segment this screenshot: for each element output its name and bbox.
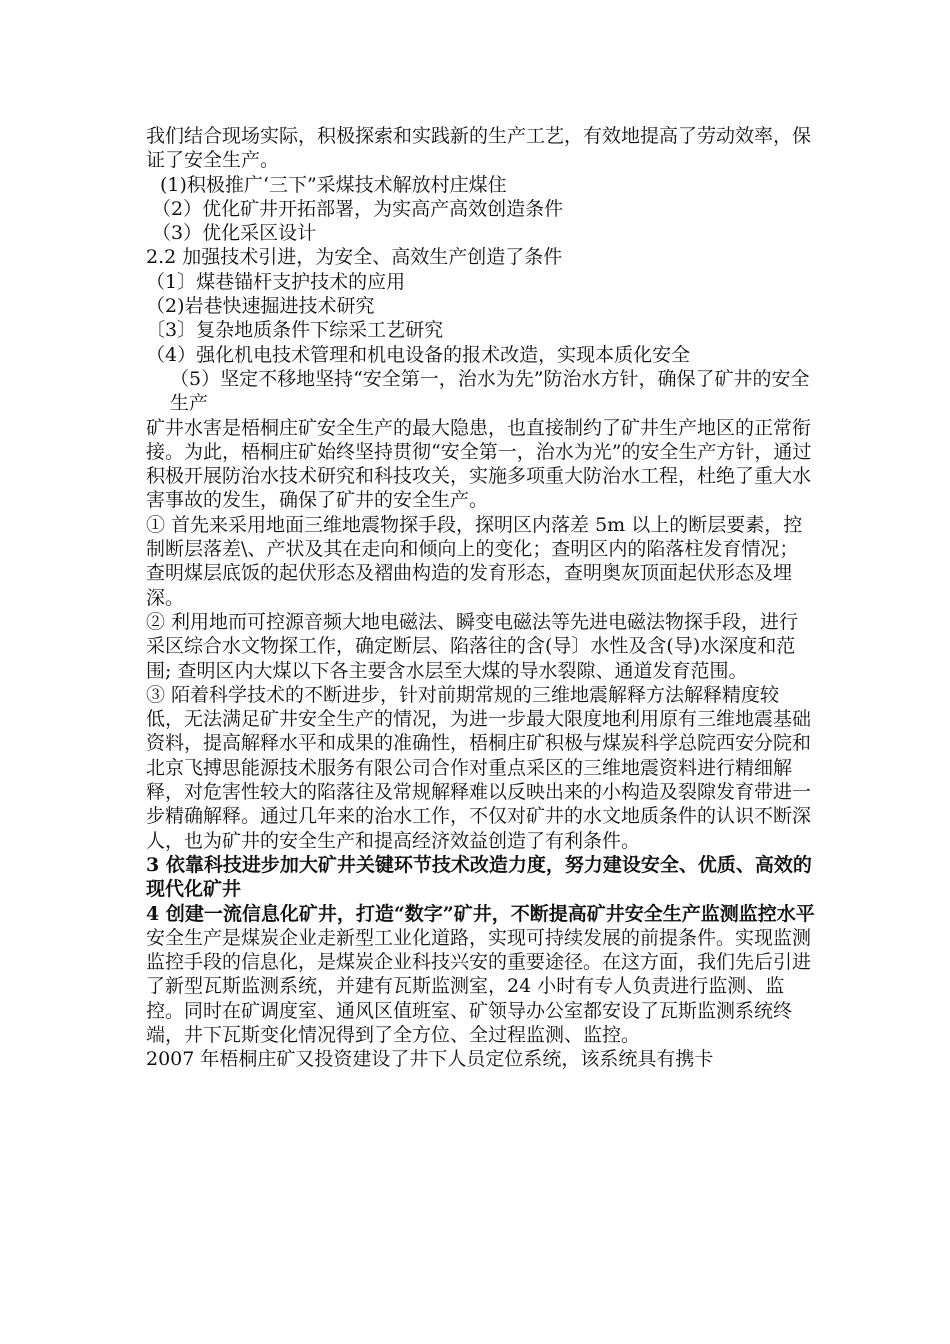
- paragraph-monitoring: 安全生产是煤炭企业走新型工业化道路，实现可持续发展的前提条件。实现监测监控手段的信息化，是煤炭企业科技兴安的重要途径。在这方面，我们先后引进了新型瓦斯监测系统，并建有瓦斯监测室，24 小时有专人负责进行监测、监控。同时在矿调度室、通风区值班室、矿领导办公室都安设了瓦斯监测系统终端，井下瓦斯变化情况得到了全方位、全过程监测、监控。: [146, 926, 812, 1046]
- section-heading-2-2: 2.2 加强技术引进，为安全、高效生产创造了条件: [146, 246, 563, 269]
- list-item-1: (1)积极推广‘三下”采煤技术解放村庄煤住: [160, 173, 507, 196]
- paragraph-point-3: ③ 陌着科学技术的不断进步，针对前期常规的三维地震解释方法解释精度较低，无法满足矿井安全生产的情况，为进一步最大限度地利用原有三维地震基础资料，提高解释水平和成果的准确性，梧桐庄矿积极与煤炭科学总院西安分院和北京飞搏思能源技术服务有限公司合作对重点采区的三维地震资料进行精细解释，对危害性较大的陷落往及常规解释难以反映出来的小构造及裂隙发育带进一步精确解释。通过几年来的治水工作，不仅对矿井的水文地质条件的认识不断深人，也为矿井的安全生产和提高经济效益创造了有利条件。: [146, 683, 812, 852]
- section-heading-3: 3 依靠科技进步加大矿井关键环节技术改造力度，努力建设安全、优质、高效的现代化矿井: [146, 853, 812, 901]
- paragraph-water-hazard: 矿井水害是梧桐庄矿安全生产的最大隐患，也直接制约了矿井生产地区的正常衔接。为此，梧桐庄矿始终坚持贯彻“安全第一，治水为光”的安全生产方针，通过积极开展防治水技术研究和科技攻关，实施多项重大防治水工程，杜绝了重大水害事故的发生，确保了矿井的安全生产。: [146, 416, 812, 512]
- list-item-2-2-2: （2)岩巷快速掘进技术研究: [146, 295, 375, 318]
- paragraph-intro: 我们结合现场实际，积极探索和实践新的生产工艺，有效地提高了劳动效率，保证了安全生产。: [146, 125, 812, 172]
- list-item-2: （2）优化矿井开拓部署，为实高产高效创造条件: [152, 197, 564, 220]
- paragraph-point-1: ① 首先来采用地面三维地震物探手段，探明区内落差 5m 以上的断层要素，控制断层落差\、产状及其在走向和倾向上的变化；查明区内的陷落柱发育情况；查明煤层底饭的起伏形态及褶曲构造的发育形态，查明奥灰顶面起伏形态及埋深。: [146, 513, 803, 609]
- list-item-2-2-1: （1〕煤巷锚杆支护技术的应用: [146, 270, 406, 293]
- document-page: [146, 124, 816, 1072]
- section-heading-4: 4 创建一流信息化矿井，打造“数字”矿井，不断提高矿井安全生产监测监控水平: [146, 902, 815, 925]
- paragraph-2007: 2007 年梧桐庄矿又投资建设了井下人员定位系统，该系统具有携卡: [146, 1048, 714, 1071]
- list-item-3: （3）优化采区设计: [152, 222, 317, 245]
- list-item-2-2-5: （5）坚定不移地坚持“安全第一，治水为先”防治水方针，确保了矿井的安全生产: [170, 367, 810, 415]
- list-item-2-2-3: 〔3〕复杂地质条件下综采工艺研究: [146, 319, 444, 342]
- list-item-2-2-4: （4）强化机电技术管理和机电设备的报术改造，实现本质化安全: [146, 343, 691, 366]
- paragraph-point-2: ② 利用地而可控源音频大地电磁法、瞬变电磁法等先进电磁法物探手段，进行采区综合水文物探工作，确定断层、陷落往的含(导〕水性及含(导)水深度和范围; 查明区内大煤以下各主要含水层至大煤的导水裂隙、通道发育范围。: [146, 610, 799, 682]
